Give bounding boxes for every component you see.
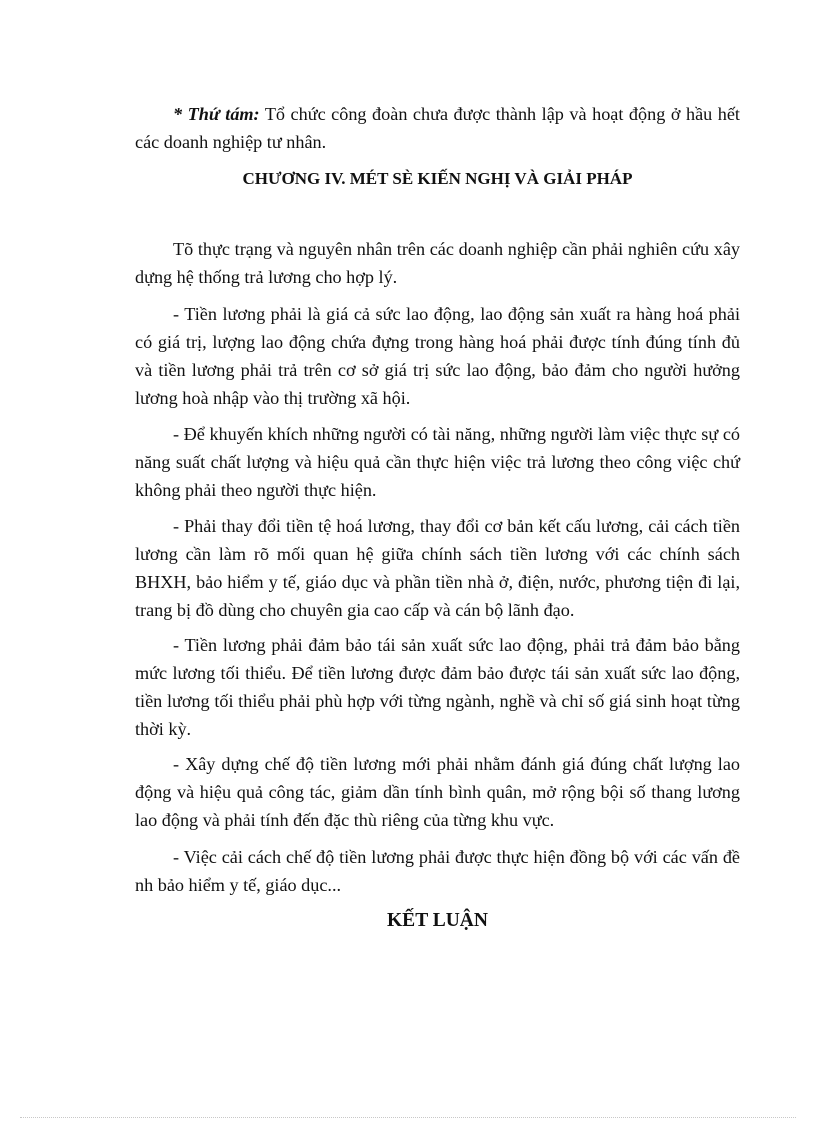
intro-text: Tổ chức công đoàn chưa được thành lập và hoạt động ở hầu hết các doanh nghiệp tư nhân. (135, 104, 740, 152)
paragraph-wage-labor-value: - Tiền lương phải là giá cả sức lao động, lao động sản xuất ra hàng hoá phải có giá trị, lượng lao động chứa đựng trong hàng hoá phải được tính đúng tính đủ và tiền lương phải trả trên cơ sở giá trị sức lao động, bảo đảm cho người hưởng lương hoà nhập vào thị trường xã hội. (135, 304, 740, 408)
intro-paragraph (135, 100, 740, 156)
intro-label: * Thứ tám: (173, 104, 260, 124)
conclusion-heading: KẾT LUẬN (387, 910, 488, 931)
chapter-heading: CHƯƠNG IV. MÉT SÈ KIẾN NGHỊ VÀ GIẢI PHÁP (242, 169, 633, 188)
paragraph-intro-recommendation: Tõ thực trạng và nguyên nhân trên các doanh nghiệp cần phải nghiên cứu xây dựng hệ thống trả lương cho hợp lý. (135, 239, 740, 287)
paragraph-new-wage-system: - Xây dựng chế độ tiền lương mới phải nhằm đánh giá đúng chất lượng lao động và hiệu quả công tác, giảm dần tính bình quân, mở rộng bội số thang lương lao động và phải tính đến đặc thù riêng của từng khu vực. (135, 754, 740, 830)
paragraph-incentives: - Để khuyến khích những người có tài năng, những người làm việc thực sự có năng suất chất lượng và hiệu quả cần thực hiện việc trả lương theo công việc chứ không phải theo người thực hiện. (135, 424, 740, 500)
paragraph-monetization-reform: - Phải thay đổi tiền tệ hoá lương, thay đổi cơ bản kết cấu lương, cải cách tiền lương cần làm rõ mối quan hệ giữa chính sách tiền lương với các chính sách BHXH, bảo hiểm y tế, giáo dục và phần tiền nhà ở, điện, nước, phương tiện đi lại, trang bị đồ dùng cho chuyên gia cao cấp và cán bộ lãnh đạo. (135, 516, 740, 620)
paragraph-synchronous-reform: - Việc cải cách chế độ tiền lương phải được thực hiện đồng bộ với các vấn đề nh bảo hiểm y tế, giáo dục... (135, 847, 740, 895)
paragraph-minimum-wage: - Tiền lương phải đảm bảo tái sản xuất sức lao động, phải trả đảm bảo bằng mức lương tối thiểu. Để tiền lương được đảm bảo được tái sản xuất sức lao động, tiền lương tối thiểu phải phù hợp với từng ngành, nghề và chỉ số giá sinh hoạt từng thời kỳ. (135, 635, 740, 739)
page-bottom-divider (20, 1117, 796, 1118)
